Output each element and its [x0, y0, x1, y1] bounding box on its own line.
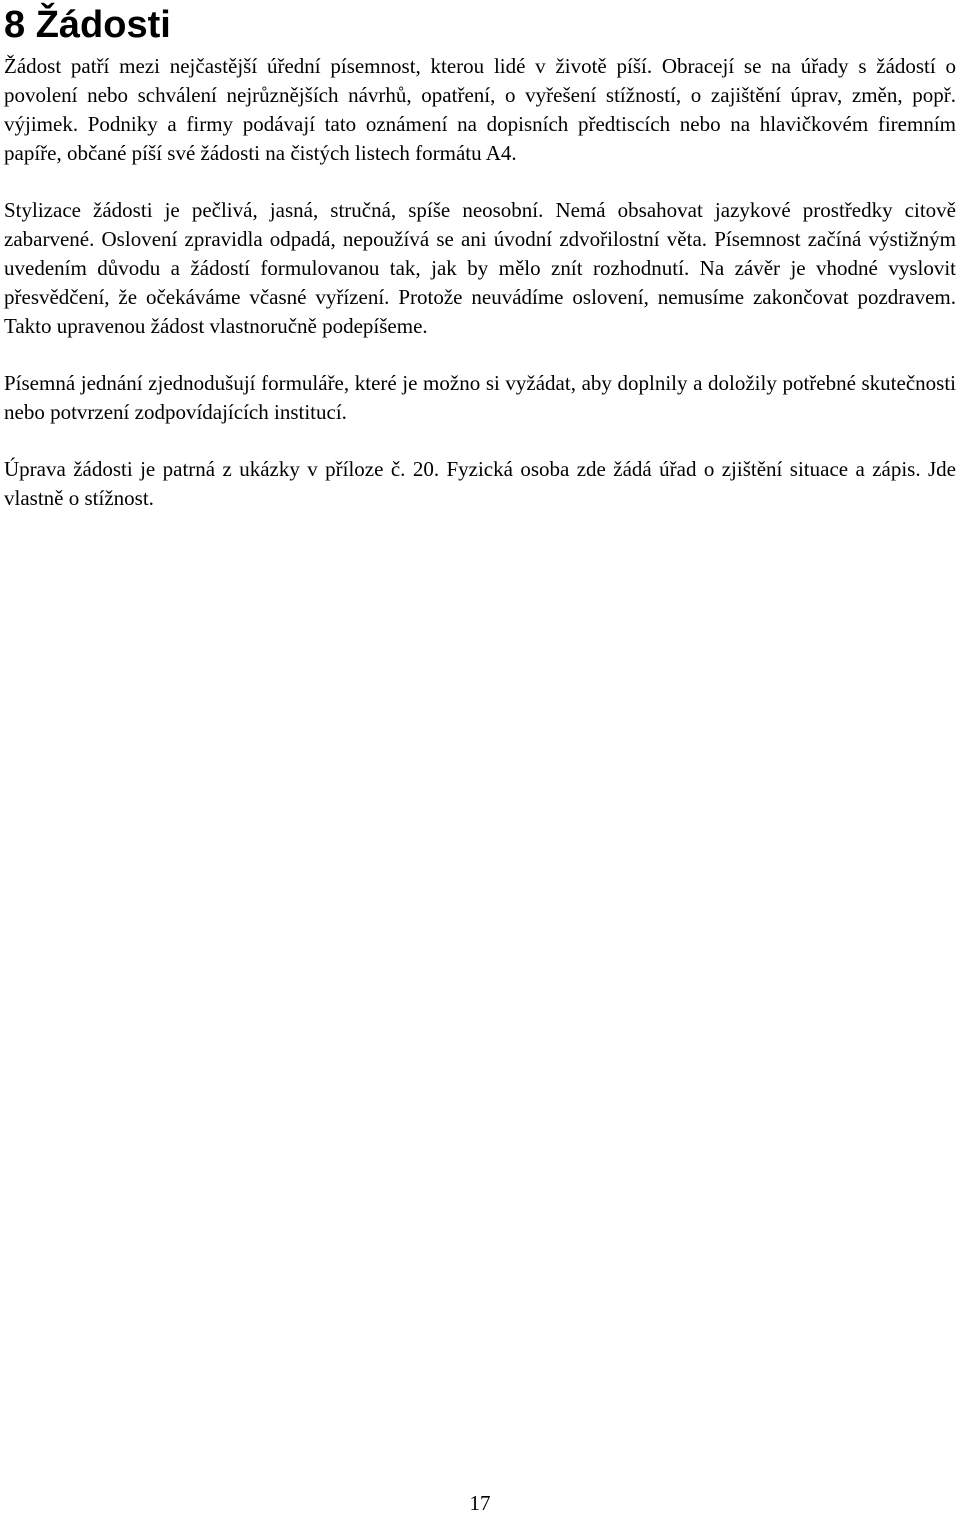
body-text [4, 52, 956, 541]
paragraph-example: Úprava žádosti je patrná z ukázky v příloze č. 20. Fyzická osoba zde žádá úřad o zjištění situace a zápis. Jde vlastně o stížnost. [4, 457, 956, 510]
paragraph-forms: Písemná jednání zjednodušují formuláře, které je možno si vyžádat, aby doplnily a doložily potřebné skutečnosti nebo potvrzení zodpovídajících institucí. [4, 371, 956, 424]
paragraph-intro: Žádost patří mezi nejčastější úřední písemnost, kterou lidé v životě píší. Obracejí se na úřady s žádostí o povolení nebo schválení nejrůznějších návrhů, opatření, o vyřešení stížností, o zajištění úprav, změn, popř. výjimek. Podniky a firmy podávají tato oznámení na dopisních předtiscích nebo na hlavičkovém firemním papíře, občané píší své žádosti na čistých listech formátu A4. [4, 54, 956, 165]
page-number: 17 [469, 1491, 491, 1515]
paragraph-style: Stylizace žádosti je pečlivá, jasná, stručná, spíše neosobní. Nemá obsahovat jazykové prostředky citově zabarvené. Oslovení zpravidla odpadá, nepoužívá se ani úvodní zdvořilostní věta. Písemnost začíná výstižným uvedením důvodu a žádostí formulovanou tak, jak by mělo znít rozhodnutí. Na závěr je vhodné vyslovit přesvědčení, že očekáváme včasné vyřízení. Protože neuvádíme oslovení, nemusíme zakončovat pozdravem. Takto upravenou žádost vlastnoručně podepíšeme. [4, 198, 956, 338]
chapter-title: 8 Žádosti [4, 4, 171, 46]
